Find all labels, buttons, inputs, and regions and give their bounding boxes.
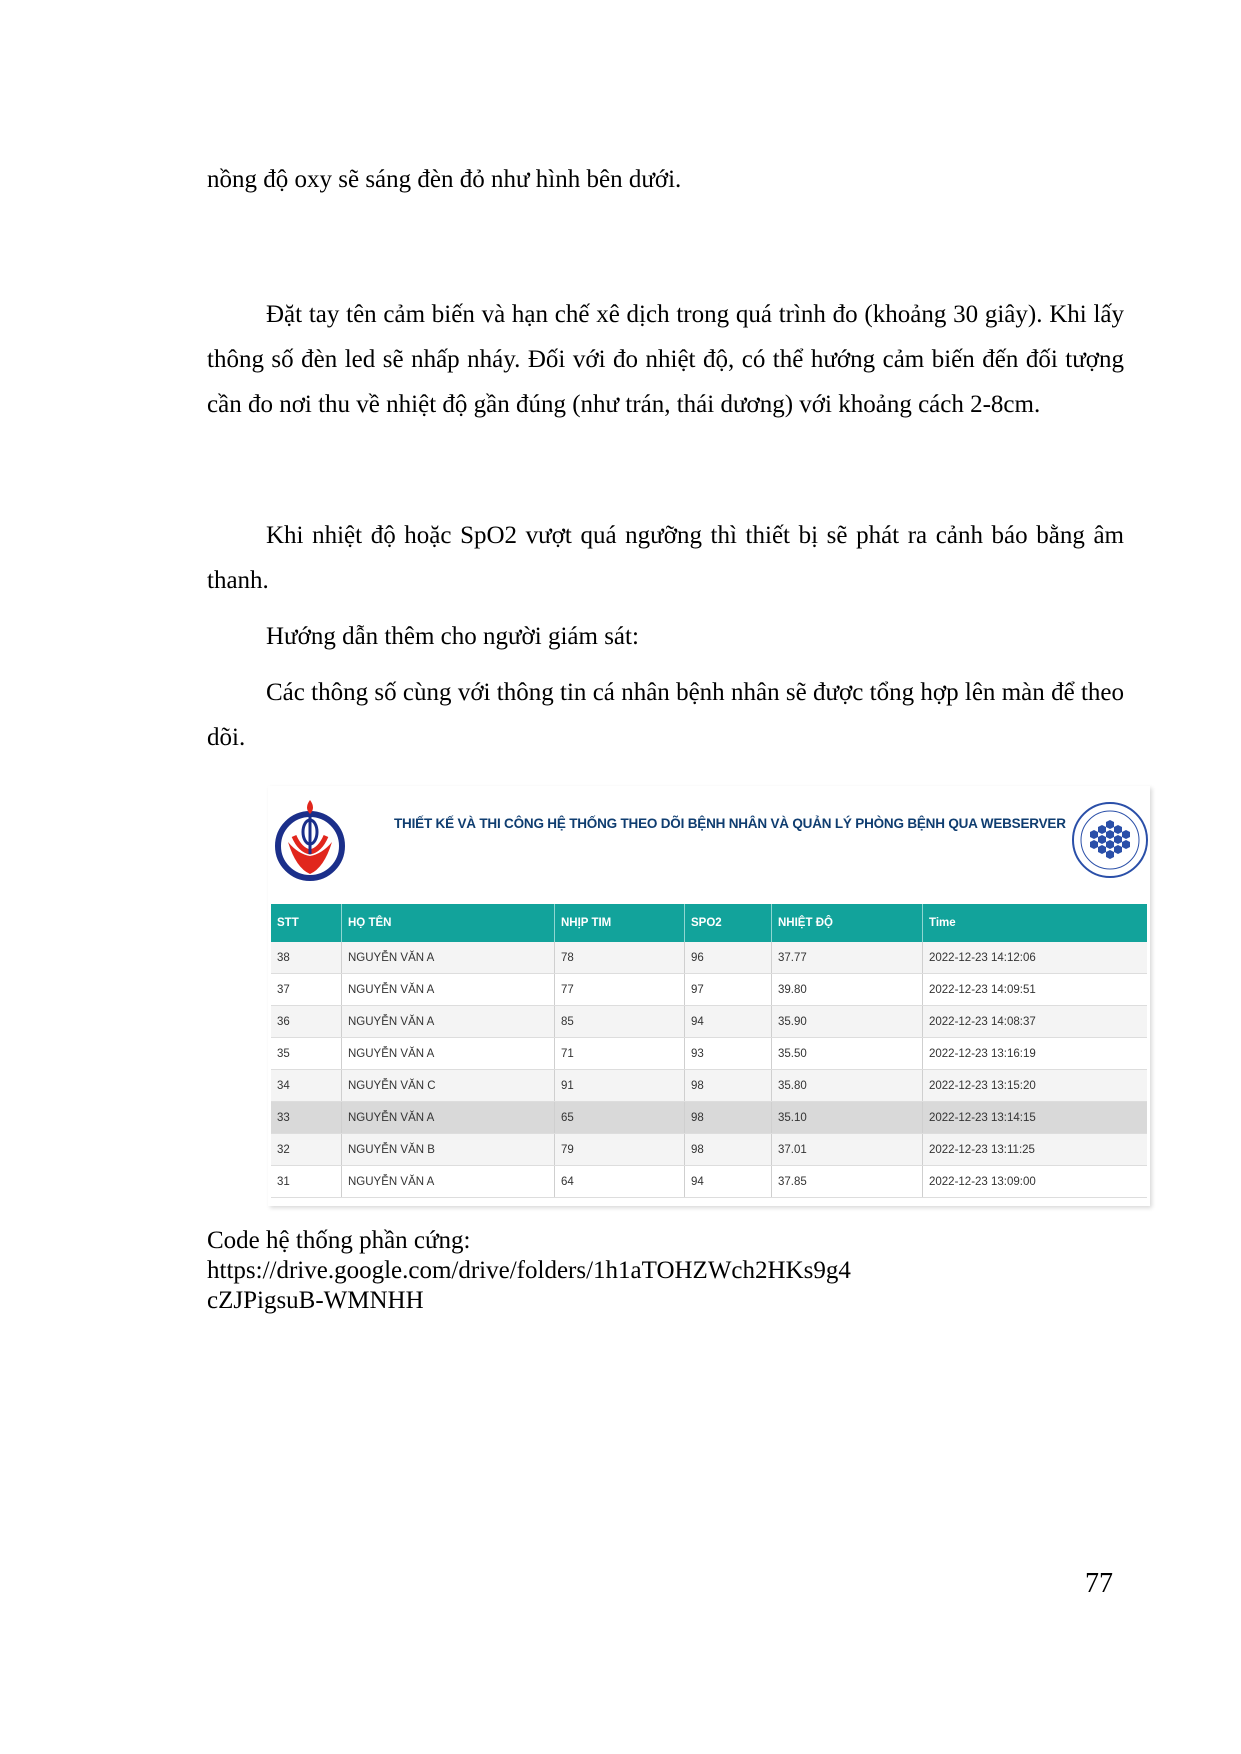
cell-stt: 37 xyxy=(271,974,342,1006)
cell-heart-rate: 64 xyxy=(555,1166,685,1198)
table-header-row xyxy=(271,904,1147,942)
table-row xyxy=(271,1134,1147,1166)
table-row xyxy=(271,974,1147,1006)
cell-name: NGUYỄN VĂN A xyxy=(342,942,555,974)
cell-time: 2022-12-23 14:12:06 xyxy=(923,942,1148,974)
cell-heart-rate: 78 xyxy=(555,942,685,974)
paragraph-supervisor-heading: Hướng dẫn thêm cho người giám sát: xyxy=(266,623,639,650)
cell-name: NGUYỄN VĂN A xyxy=(342,974,555,1006)
cell-temperature: 37.77 xyxy=(772,942,923,974)
cell-temperature: 39.80 xyxy=(772,974,923,1006)
cell-spo2: 93 xyxy=(685,1038,772,1070)
cell-stt: 38 xyxy=(271,942,342,974)
paragraph-intro-end: nồng độ oxy sẽ sáng đèn đỏ như hình bên dưới. xyxy=(207,166,682,193)
cell-temperature: 35.10 xyxy=(772,1102,923,1134)
paragraph-alarm-warning: Khi nhiệt độ hoặc SpO2 vượt quá ngưỡng thì thiết bị sẽ phát ra cảnh báo bằng âm thanh. xyxy=(207,522,1124,594)
table-row xyxy=(271,1006,1147,1038)
cell-temperature: 35.50 xyxy=(772,1038,923,1070)
cell-stt: 35 xyxy=(271,1038,342,1070)
screenshot-title: THIẾT KẾ VÀ THI CÔNG HỆ THỐNG THEO DÕI BỆNH NHÂN VÀ QUẢN LÝ PHÒNG BỆNH QUA WEBSERVER xyxy=(394,816,1066,831)
table-row-highlighted xyxy=(271,1102,1147,1134)
code-label: Code hệ thống phần cứng: xyxy=(207,1227,471,1254)
page-number: 77 xyxy=(1085,1568,1113,1599)
cell-name: NGUYỄN VĂN A xyxy=(342,1038,555,1070)
column-header-time: Time xyxy=(923,904,1148,942)
cell-time: 2022-12-23 14:08:37 xyxy=(923,1006,1148,1038)
patient-records-table xyxy=(271,904,1147,1198)
cell-name: NGUYỄN VĂN A xyxy=(342,1166,555,1198)
column-header-name: HỌ TÊN xyxy=(342,904,555,942)
cell-spo2: 97 xyxy=(685,974,772,1006)
paragraph-sensor-instructions: Đặt tay tên cảm biến và hạn chế xê dịch trong quá trình đo (khoảng 30 giây). Khi lấy thông số đèn led sẽ nhấp nháy. Đối với đo nhiệt độ, có thể hướng cảm biến đến đối tượng cần đo nơi thu về nhiệt độ gần đúng (như trán, thái dương) với khoảng cách 2-8cm. xyxy=(207,301,1124,418)
cell-stt: 34 xyxy=(271,1070,342,1102)
paragraph-monitoring-note: Các thông số cùng với thông tin cá nhân bệnh nhân sẽ được tổng hợp lên màn để theo dõi. xyxy=(207,679,1124,751)
cell-time: 2022-12-23 13:09:00 xyxy=(923,1166,1148,1198)
cell-spo2: 98 xyxy=(685,1070,772,1102)
cell-stt: 31 xyxy=(271,1166,342,1198)
cell-temperature: 37.85 xyxy=(772,1166,923,1198)
cell-heart-rate: 85 xyxy=(555,1006,685,1038)
cell-temperature: 37.01 xyxy=(772,1134,923,1166)
cell-name: NGUYỄN VĂN C xyxy=(342,1070,555,1102)
cell-heart-rate: 65 xyxy=(555,1102,685,1134)
code-reference xyxy=(207,1226,851,1316)
cell-spo2: 98 xyxy=(685,1134,772,1166)
cell-spo2: 98 xyxy=(685,1102,772,1134)
cell-time: 2022-12-23 13:11:25 xyxy=(923,1134,1148,1166)
cell-spo2: 94 xyxy=(685,1006,772,1038)
cell-time: 2022-12-23 13:15:20 xyxy=(923,1070,1148,1102)
code-url-line-2[interactable]: cZJPigsuB-WMNHH xyxy=(207,1287,424,1314)
cell-time: 2022-12-23 14:09:51 xyxy=(923,974,1148,1006)
cell-heart-rate: 71 xyxy=(555,1038,685,1070)
cell-time: 2022-12-23 13:16:19 xyxy=(923,1038,1148,1070)
cell-stt: 36 xyxy=(271,1006,342,1038)
webserver-screenshot xyxy=(268,786,1150,1206)
cell-spo2: 94 xyxy=(685,1166,772,1198)
cell-name: NGUYỄN VĂN A xyxy=(342,1006,555,1038)
column-header-temperature: NHIỆT ĐỘ xyxy=(772,904,923,942)
code-url-line-1[interactable]: https://drive.google.com/drive/folders/1h1aTOHZWch2HKs9g4 xyxy=(207,1257,851,1284)
cell-heart-rate: 91 xyxy=(555,1070,685,1102)
cell-heart-rate: 79 xyxy=(555,1134,685,1166)
cell-stt: 33 xyxy=(271,1102,342,1134)
column-header-spo2: SPO2 xyxy=(685,904,772,942)
cell-time: 2022-12-23 13:14:15 xyxy=(923,1102,1148,1134)
column-header-heart-rate: NHỊP TIM xyxy=(555,904,685,942)
cell-stt: 32 xyxy=(271,1134,342,1166)
column-header-stt: STT xyxy=(271,904,342,942)
faculty-logo-icon xyxy=(1070,800,1150,880)
table-row xyxy=(271,1070,1147,1102)
cell-temperature: 35.80 xyxy=(772,1070,923,1102)
cell-temperature: 35.90 xyxy=(772,1006,923,1038)
table-row xyxy=(271,1166,1147,1198)
cell-heart-rate: 77 xyxy=(555,974,685,1006)
cell-name: NGUYỄN VĂN B xyxy=(342,1134,555,1166)
university-logo-icon xyxy=(274,796,346,888)
table-row xyxy=(271,942,1147,974)
table-row xyxy=(271,1038,1147,1070)
cell-name: NGUYỄN VĂN A xyxy=(342,1102,555,1134)
screenshot-header xyxy=(268,786,1150,904)
cell-spo2: 96 xyxy=(685,942,772,974)
